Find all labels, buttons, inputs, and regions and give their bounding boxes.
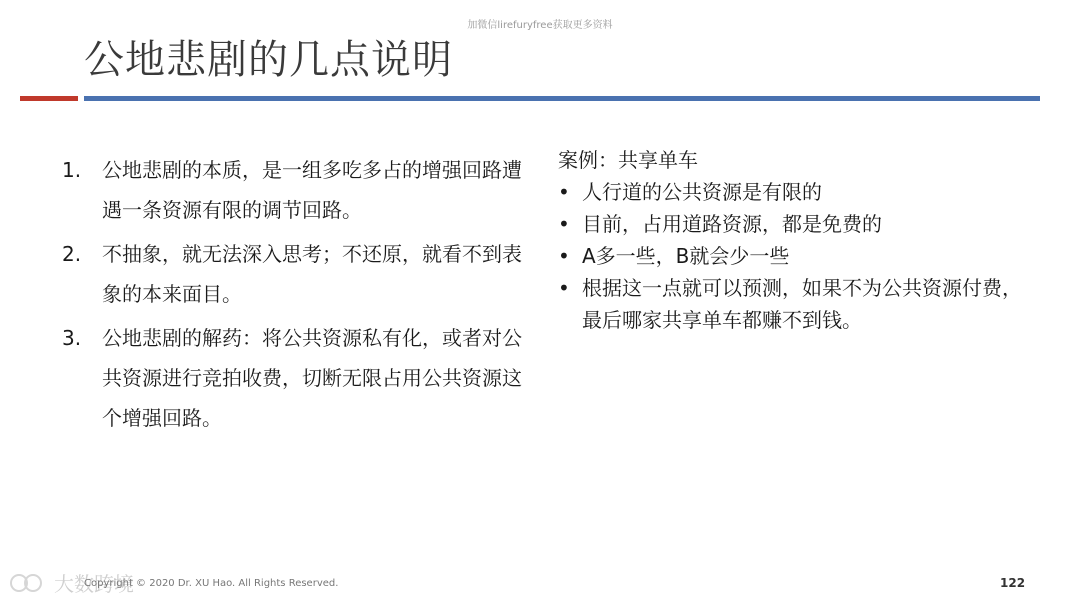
point-text: 公地悲剧的本质，是一组多吃多占的增强回路遭遇一条资源有限的调节回路。 (102, 158, 522, 222)
point-text: 不抽象，就无法深入思考；不还原，就看不到表象的本来面目。 (102, 242, 522, 306)
bullet-icon: • (558, 212, 570, 236)
numbered-points (62, 150, 522, 442)
bullet-text: 根据这一点就可以预测，如果不为公共资源付费，最后哪家共享单车都赚不到钱。 (582, 276, 1022, 332)
case-bullets (558, 176, 1028, 336)
bullet-item (558, 176, 1028, 208)
top-watermark: 加微信lirefuryfree获取更多资料 (467, 20, 613, 31)
slide-title: 公地悲剧的几点说明 (84, 37, 453, 83)
bullet-icon: • (558, 244, 570, 268)
title-rule-accent (20, 96, 78, 101)
point-item (62, 318, 522, 438)
logo-text: 大数跨境 (54, 572, 134, 596)
bullet-item (558, 208, 1028, 240)
bullet-text: A多一些，B就会少一些 (582, 244, 790, 268)
bullet-text: 人行道的公共资源是有限的 (582, 180, 822, 204)
logo-icon (10, 572, 48, 594)
point-text: 公地悲剧的解药：将公共资源私有化，或者对公共资源进行竞拍收费，切断无限占用公共资源这个增强回路。 (102, 326, 522, 430)
bullet-icon: • (558, 180, 570, 204)
case-title: 案例：共享单车 (558, 148, 698, 172)
bullet-item (558, 240, 1028, 272)
title-rule (84, 96, 1040, 101)
point-item (62, 150, 522, 230)
copyright-notice: Copyright © 2020 Dr. XU Hao. All Rights Reserved. (84, 578, 339, 589)
point-number: 1. (62, 158, 82, 182)
point-number: 2. (62, 242, 82, 266)
bullet-text: 目前，占用道路资源，都是免费的 (582, 212, 882, 236)
point-item (62, 234, 522, 314)
bullet-icon: • (558, 276, 570, 300)
case-block (558, 144, 1028, 336)
page-number: 122 (1000, 576, 1026, 590)
point-number: 3. (62, 326, 82, 350)
bullet-item (558, 272, 1028, 336)
